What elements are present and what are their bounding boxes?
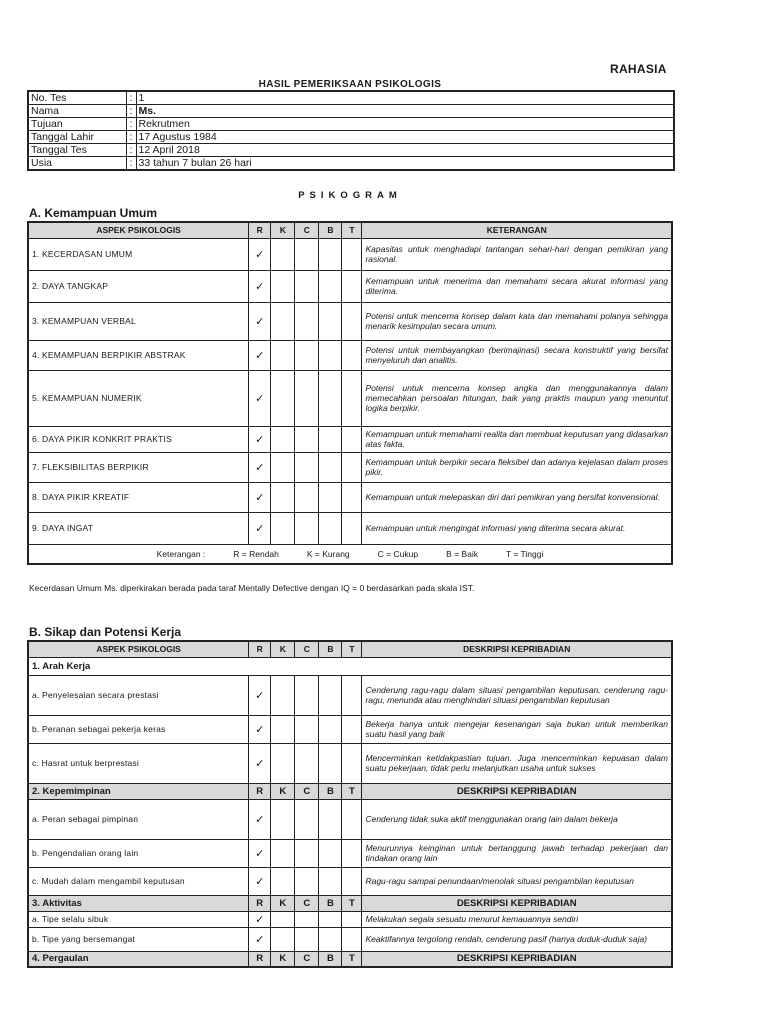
header-t: T bbox=[342, 783, 362, 799]
aspek-cell: 6. DAYA PIKIR KONKRIT PRAKTIS bbox=[28, 426, 249, 452]
summary-text: Kecerdasan Umum Ms. diperkirakan berada pada taraf Mentally Defective dengan IQ = 0 berdasarkan pada skala IST. bbox=[29, 583, 475, 593]
legend-row bbox=[28, 544, 672, 564]
aspek-cell: a. Penyelesaian secara prestasi bbox=[28, 675, 249, 715]
rating-r-check: ✓ bbox=[249, 426, 271, 452]
identity-row bbox=[28, 157, 674, 171]
identity-colon: : bbox=[126, 105, 136, 118]
table-row bbox=[28, 370, 672, 426]
rating-c-cell bbox=[295, 911, 319, 927]
table-header-row bbox=[28, 222, 672, 238]
keterangan-cell: Kemampuan untuk berpikir secara fleksibel dan adanya kejelasan dalam proses pikir. bbox=[362, 452, 672, 482]
table-row bbox=[28, 743, 672, 783]
rating-b-cell bbox=[319, 512, 342, 544]
rating-t-cell bbox=[342, 799, 362, 839]
header-keterangan: KETERANGAN bbox=[362, 222, 672, 238]
legend-t: T = Tinggi bbox=[505, 548, 544, 559]
table-row bbox=[28, 426, 672, 452]
table-row bbox=[28, 238, 672, 270]
legend-k: K = Kurang bbox=[306, 548, 350, 559]
deskripsi-cell: Cenderung tidak suka aktif menggunakan orang lain dalam bekerja bbox=[362, 799, 672, 839]
rating-t-cell bbox=[342, 270, 362, 302]
header-k: K bbox=[271, 895, 295, 911]
rating-r-check: ✓ bbox=[249, 340, 271, 370]
aspek-cell: a. Tipe selalu sibuk bbox=[28, 911, 249, 927]
header-k: K bbox=[271, 222, 295, 238]
identity-colon: : bbox=[126, 131, 136, 144]
rating-k-cell bbox=[271, 302, 295, 340]
identity-colon: : bbox=[126, 118, 136, 131]
group-title-row bbox=[28, 657, 672, 675]
aspek-cell: c. Mudah dalam mengambil keputusan bbox=[28, 867, 249, 895]
rating-b-cell bbox=[319, 743, 342, 783]
rating-b-cell bbox=[319, 675, 342, 715]
legend-inner bbox=[29, 549, 671, 559]
section-a-title: A. Kemampuan Umum bbox=[29, 206, 158, 220]
aspek-cell: 2. DAYA TANGKAP bbox=[28, 270, 249, 302]
header-t: T bbox=[342, 641, 362, 657]
aspek-cell: a. Peran sebagai pimpinan bbox=[28, 799, 249, 839]
document-title: HASIL PEMERIKSAAN PSIKOLOGIS bbox=[258, 79, 442, 90]
rating-b-cell bbox=[319, 452, 342, 482]
table-row bbox=[28, 867, 672, 895]
rating-r-check: ✓ bbox=[249, 927, 271, 951]
header-k: K bbox=[271, 951, 295, 967]
identity-row bbox=[28, 131, 674, 144]
rating-t-cell bbox=[342, 927, 362, 951]
rating-r-check: ✓ bbox=[249, 743, 271, 783]
rating-k-cell bbox=[271, 839, 295, 867]
rating-k-cell bbox=[271, 927, 295, 951]
kemampuan-umum-table bbox=[27, 221, 673, 565]
header-c: C bbox=[295, 222, 319, 238]
rating-k-cell bbox=[271, 370, 295, 426]
rating-c-cell bbox=[295, 512, 319, 544]
rating-t-cell bbox=[342, 426, 362, 452]
legend-b: B = Baik bbox=[446, 548, 478, 559]
rating-c-cell bbox=[295, 715, 319, 743]
group-title: 2. Kepemimpinan bbox=[28, 783, 249, 799]
rating-c-cell bbox=[295, 799, 319, 839]
deskripsi-cell: Cenderung ragu-ragu dalam situasi pengambilan keputusan, cenderung ragu-ragu, menunda atau menghindari situasi pengambilan keputusan bbox=[362, 675, 672, 715]
rating-b-cell bbox=[319, 839, 342, 867]
header-t: T bbox=[342, 222, 362, 238]
header-k: K bbox=[271, 641, 295, 657]
aspek-cell: 8. DAYA PIKIR KREATIF bbox=[28, 482, 249, 512]
rating-c-cell bbox=[295, 370, 319, 426]
header-c: C bbox=[295, 641, 319, 657]
header-b: B bbox=[319, 641, 342, 657]
identity-colon: : bbox=[126, 157, 136, 171]
keterangan-cell: Potensi untuk mencerna konsep dalam kata dan memahami polanya sehingga menarik kesimpulan secara umum. bbox=[362, 302, 672, 340]
header-b: B bbox=[319, 783, 342, 799]
group-header-row bbox=[28, 951, 672, 967]
aspek-cell: 4. KEMAMPUAN BERPIKIR ABSTRAK bbox=[28, 340, 249, 370]
rating-k-cell bbox=[271, 799, 295, 839]
rating-t-cell bbox=[342, 238, 362, 270]
legend-cell bbox=[28, 544, 672, 564]
rating-t-cell bbox=[342, 512, 362, 544]
rating-k-cell bbox=[271, 743, 295, 783]
rating-k-cell bbox=[271, 426, 295, 452]
table-row bbox=[28, 839, 672, 867]
identity-value: Ms. bbox=[136, 105, 674, 118]
identity-colon: : bbox=[126, 144, 136, 157]
header-b: B bbox=[319, 951, 342, 967]
rating-c-cell bbox=[295, 452, 319, 482]
table-row bbox=[28, 927, 672, 951]
rating-t-cell bbox=[342, 452, 362, 482]
legend-prefix: Keterangan : bbox=[156, 548, 206, 559]
table-row bbox=[28, 270, 672, 302]
identity-value: 33 tahun 7 bulan 26 hari bbox=[136, 157, 674, 171]
rating-k-cell bbox=[271, 340, 295, 370]
rating-c-cell bbox=[295, 270, 319, 302]
aspek-cell: b. Pengendalian orang lain bbox=[28, 839, 249, 867]
rating-b-cell bbox=[319, 270, 342, 302]
deskripsi-cell: Mencerminkan ketidakpastian tujuan. Juga mencerminkan kepuasan dalam suatu pekerjaan, tidak perlu melanjutkan usaha untuk sukses bbox=[362, 743, 672, 783]
header-r: R bbox=[249, 222, 271, 238]
rating-t-cell bbox=[342, 867, 362, 895]
identity-label: Tanggal Tes bbox=[28, 144, 126, 157]
rating-c-cell bbox=[295, 927, 319, 951]
rating-c-cell bbox=[295, 302, 319, 340]
deskripsi-cell: Bekerja hanya untuk mengejar kesenangan saja bukan untuk memberikan suatu hasil yang baik bbox=[362, 715, 672, 743]
rating-t-cell bbox=[342, 675, 362, 715]
rating-b-cell bbox=[319, 482, 342, 512]
group-title: 4. Pergaulan bbox=[28, 951, 249, 967]
rating-r-check: ✓ bbox=[249, 799, 271, 839]
rating-c-cell bbox=[295, 839, 319, 867]
rating-c-cell bbox=[295, 482, 319, 512]
confidential-label: RAHASIA bbox=[610, 62, 667, 76]
identity-row bbox=[28, 105, 674, 118]
rating-r-check: ✓ bbox=[249, 270, 271, 302]
rating-k-cell bbox=[271, 867, 295, 895]
rating-k-cell bbox=[271, 512, 295, 544]
rating-k-cell bbox=[271, 238, 295, 270]
identity-label: No. Tes bbox=[28, 91, 126, 105]
rating-b-cell bbox=[319, 715, 342, 743]
identity-row bbox=[28, 144, 674, 157]
rating-b-cell bbox=[319, 370, 342, 426]
rating-b-cell bbox=[319, 426, 342, 452]
identity-row bbox=[28, 91, 674, 105]
rating-b-cell bbox=[319, 911, 342, 927]
rating-k-cell bbox=[271, 715, 295, 743]
legend-c: C = Cukup bbox=[377, 548, 419, 559]
identity-label: Usia bbox=[28, 157, 126, 171]
rating-c-cell bbox=[295, 426, 319, 452]
aspek-cell: 1. KECERDASAN UMUM bbox=[28, 238, 249, 270]
rating-c-cell bbox=[295, 675, 319, 715]
header-deskripsi: DESKRIPSI KEPRIBADIAN bbox=[362, 641, 672, 657]
rating-r-check: ✓ bbox=[249, 452, 271, 482]
identity-value: Rekrutmen bbox=[136, 118, 674, 131]
identity-value: 17 Agustus 1984 bbox=[136, 131, 674, 144]
header-t: T bbox=[342, 895, 362, 911]
rating-k-cell bbox=[271, 675, 295, 715]
deskripsi-cell: Keaktifannya tergolong rendah, cenderung pasif (hanya duduk-duduk saja) bbox=[362, 927, 672, 951]
aspek-cell: 7. FLEKSIBILITAS BERPIKIR bbox=[28, 452, 249, 482]
aspek-cell: 3. KEMAMPUAN VERBAL bbox=[28, 302, 249, 340]
group-header-row bbox=[28, 895, 672, 911]
rating-t-cell bbox=[342, 370, 362, 426]
identity-value: 12 April 2018 bbox=[136, 144, 674, 157]
rating-c-cell bbox=[295, 340, 319, 370]
aspek-cell: b. Tipe yang bersemangat bbox=[28, 927, 249, 951]
header-k: K bbox=[271, 783, 295, 799]
header-r: R bbox=[249, 951, 271, 967]
identity-row bbox=[28, 118, 674, 131]
rating-k-cell bbox=[271, 452, 295, 482]
header-aspek: ASPEK PSIKOLOGIS bbox=[28, 222, 249, 238]
rating-k-cell bbox=[271, 270, 295, 302]
rating-b-cell bbox=[319, 867, 342, 895]
sikap-potensi-table bbox=[27, 640, 673, 968]
aspek-cell: 5. KEMAMPUAN NUMERIK bbox=[28, 370, 249, 426]
identity-label: Tujuan bbox=[28, 118, 126, 131]
rating-b-cell bbox=[319, 238, 342, 270]
keterangan-cell: Potensi untuk mencerna konsep angka dan menggunakannya dalam memecahkan persoalan hitungan, baik yang praktis maupun yang menuntut logika berpikir. bbox=[362, 370, 672, 426]
rating-r-check: ✓ bbox=[249, 238, 271, 270]
rating-c-cell bbox=[295, 238, 319, 270]
header-r: R bbox=[249, 641, 271, 657]
table-row bbox=[28, 675, 672, 715]
identity-table bbox=[27, 90, 675, 171]
header-r: R bbox=[249, 895, 271, 911]
deskripsi-cell: Menurunnya keinginan untuk bertanggung jawab terhadap pekerjaan dan tindakan orang lain bbox=[362, 839, 672, 867]
rating-t-cell bbox=[342, 743, 362, 783]
table-row bbox=[28, 302, 672, 340]
header-t: T bbox=[342, 951, 362, 967]
header-c: C bbox=[295, 951, 319, 967]
table-row bbox=[28, 482, 672, 512]
deskripsi-cell: Melakukan segala sesuatu menurut kemauannya sendiri bbox=[362, 911, 672, 927]
header-b: B bbox=[319, 895, 342, 911]
rating-r-check: ✓ bbox=[249, 675, 271, 715]
table-row bbox=[28, 799, 672, 839]
rating-t-cell bbox=[342, 482, 362, 512]
rating-b-cell bbox=[319, 799, 342, 839]
table-header-row bbox=[28, 641, 672, 657]
header-deskripsi: DESKRIPSI KEPRIBADIAN bbox=[362, 895, 672, 911]
table-row bbox=[28, 911, 672, 927]
header-deskripsi: DESKRIPSI KEPRIBADIAN bbox=[362, 951, 672, 967]
section-b-title: B. Sikap dan Potensi Kerja bbox=[29, 625, 182, 639]
header-aspek: ASPEK PSIKOLOGIS bbox=[28, 641, 249, 657]
keterangan-cell: Potensi untuk membayangkan (berimajinasi) secara konstruktif yang bersifat menyeluruh dan analitis. bbox=[362, 340, 672, 370]
rating-t-cell bbox=[342, 839, 362, 867]
rating-r-check: ✓ bbox=[249, 839, 271, 867]
rating-r-check: ✓ bbox=[249, 302, 271, 340]
rating-t-cell bbox=[342, 302, 362, 340]
keterangan-cell: Kemampuan untuk melepaskan diri dari pemikiran yang bersifat konvensional. bbox=[362, 482, 672, 512]
keterangan-cell: Kemampuan untuk menerima dan memahami secara akurat informasi yang diterima. bbox=[362, 270, 672, 302]
rating-r-check: ✓ bbox=[249, 512, 271, 544]
identity-label: Tanggal Lahir bbox=[28, 131, 126, 144]
rating-k-cell bbox=[271, 911, 295, 927]
header-r: R bbox=[249, 783, 271, 799]
identity-colon: : bbox=[126, 91, 136, 105]
keterangan-cell: Kemampuan untuk memahami realita dan membuat keputusan yang didasarkan atas fakta. bbox=[362, 426, 672, 452]
rating-r-check: ✓ bbox=[249, 482, 271, 512]
aspek-cell: 9. DAYA INGAT bbox=[28, 512, 249, 544]
rating-c-cell bbox=[295, 743, 319, 783]
identity-label: Nama bbox=[28, 105, 126, 118]
deskripsi-cell: Ragu-ragu sampai penundaan/menolak situasi pengambilan keputusan bbox=[362, 867, 672, 895]
header-deskripsi: DESKRIPSI KEPRIBADIAN bbox=[362, 783, 672, 799]
aspek-cell: b. Peranan sebagai pekerja keras bbox=[28, 715, 249, 743]
keterangan-cell: Kapasitas untuk menghadapi tantangan sehari-hari dengan pemikiran yang rasional. bbox=[362, 238, 672, 270]
header-c: C bbox=[295, 895, 319, 911]
rating-t-cell bbox=[342, 911, 362, 927]
rating-k-cell bbox=[271, 482, 295, 512]
rating-t-cell bbox=[342, 340, 362, 370]
rating-b-cell bbox=[319, 302, 342, 340]
rating-b-cell bbox=[319, 927, 342, 951]
rating-r-check: ✓ bbox=[249, 715, 271, 743]
rating-c-cell bbox=[295, 867, 319, 895]
table-row bbox=[28, 452, 672, 482]
rating-t-cell bbox=[342, 715, 362, 743]
aspek-cell: c. Hasrat untuk berprestasi bbox=[28, 743, 249, 783]
rating-r-check: ✓ bbox=[249, 867, 271, 895]
rating-r-check: ✓ bbox=[249, 911, 271, 927]
group-title: 3. Aktivitas bbox=[28, 895, 249, 911]
group-header-row bbox=[28, 783, 672, 799]
table-row bbox=[28, 340, 672, 370]
table-row bbox=[28, 715, 672, 743]
legend-r: R = Rendah bbox=[233, 548, 279, 559]
identity-value: 1 bbox=[136, 91, 674, 105]
psikogram-heading: PSIKOGRAM bbox=[298, 190, 402, 201]
rating-r-check: ✓ bbox=[249, 370, 271, 426]
header-c: C bbox=[295, 783, 319, 799]
table-row bbox=[28, 512, 672, 544]
header-b: B bbox=[319, 222, 342, 238]
rating-b-cell bbox=[319, 340, 342, 370]
keterangan-cell: Kemampuan untuk mengingat informasi yang diterima secara akurat. bbox=[362, 512, 672, 544]
group-title: 1. Arah Kerja bbox=[28, 657, 672, 675]
